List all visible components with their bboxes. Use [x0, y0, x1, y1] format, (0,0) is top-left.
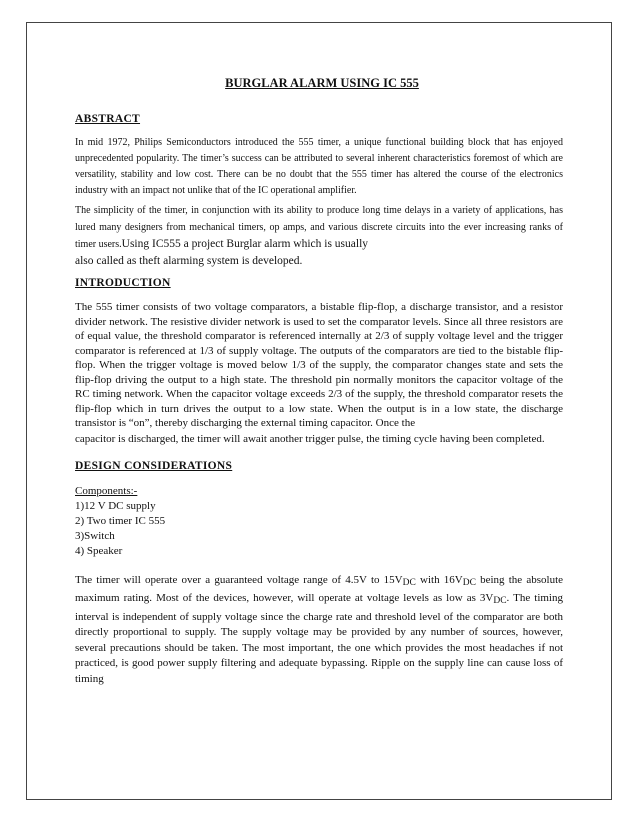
- abstract-paragraph-2-text: The simplicity of the timer, in conjunction with its ability to produce long time delays in a variety of applications, has lured many designers from mechanical timers, op amps, and various discrete circuits into the ever increasing ranks of timer users.: [75, 205, 563, 250]
- components-list: [75, 484, 563, 560]
- list-item: 4) Speaker: [75, 545, 123, 558]
- abstract-paragraph-1: In mid 1972, Philips Semiconductors introduced the 555 timer, a unique functional building block that has enjoyed unprecedented popularity. The timer’s success can be attributed to several inherent characteristics foremost of which are versatility, stability and low cost. There can be no doubt that the 555 timer has altered the course of the electronics industry with an impact not unlike that of the IC operational amplifier.: [75, 137, 563, 196]
- abstract-paragraph-2-tail-a: Using IC555 a project Burglar alarm which is usually: [121, 238, 369, 250]
- design-paragraph-part-c: being the absolute maximum rating. Most of the devices, however, will operate at voltage levels as low as 3V: [75, 573, 564, 605]
- design-paragraph-part-d: . The timing interval is independent of supply voltage since the charge rate and threshold level of the comparator are both directly proportional to supply. The supply voltage may be provided by any number of sources, however, several precautions should be taken. The most important, the one which provides the most headaches if not practiced, is good power supply filtering and adequate bypassing. Ripple on the supply line can cause loss of timing: [75, 592, 563, 686]
- subscript-dc: DC: [493, 596, 507, 607]
- list-item: 3)Switch: [75, 530, 115, 543]
- design-heading: DESIGN CONSIDERATIONS: [75, 459, 233, 472]
- design-paragraph-part-b: with 16V: [415, 573, 463, 586]
- subscript-dc: DC: [462, 577, 476, 588]
- introduction-paragraph: The 555 timer consists of two voltage comparators, a bistable flip-flop, a discharge transistor, and a resistor divider network. The resistive divider network is used to set the comparator levels. Since all three resistors are of equal value, the threshold comparator is referenced internally at 2/3 of supply voltage level and the trigger comparator is referenced at 1/3 of supply voltage. The outputs of the comparators are tied to the bistable flip-flop. When the trigger voltage is moved below 1/3 of the supply, the comparator changes state and sets the flip-flop driving the output to a high state. The threshold pin normally monitors the capacitor voltage of the RC timing network. When the capacitor voltage exceeds 2/3 of the supply, the threshold comparator resets the flip-flop which in turn drives the output to a low state. When the output is in a low state, the discharge transistor is “on”, thereby discharging the external timing capacitor. Once the: [75, 301, 563, 429]
- components-label: Components:-: [75, 484, 138, 497]
- introduction-paragraph-tail: capacitor is discharged, the timer will await another trigger pulse, the timing cycle having been completed.: [75, 432, 545, 445]
- document-body: [75, 76, 563, 688]
- list-item: 2) Two timer IC 555: [75, 514, 166, 527]
- abstract-heading: ABSTRACT: [75, 113, 141, 125]
- list-item: 1)12 V DC supply: [75, 499, 156, 512]
- design-paragraph-part-a: The timer will operate over a guaranteed voltage range of 4.5V to 15V: [75, 573, 403, 586]
- subscript-dc: DC: [402, 577, 416, 588]
- design-paragraph: [75, 573, 563, 688]
- document-title: BURGLAR ALARM USING IC 555: [225, 76, 419, 90]
- abstract-paragraph-2: [75, 202, 563, 269]
- introduction-heading: INTRODUCTION: [75, 277, 171, 289]
- abstract-paragraph-2-tail-b: also called as theft alarming system is developed.: [75, 255, 303, 267]
